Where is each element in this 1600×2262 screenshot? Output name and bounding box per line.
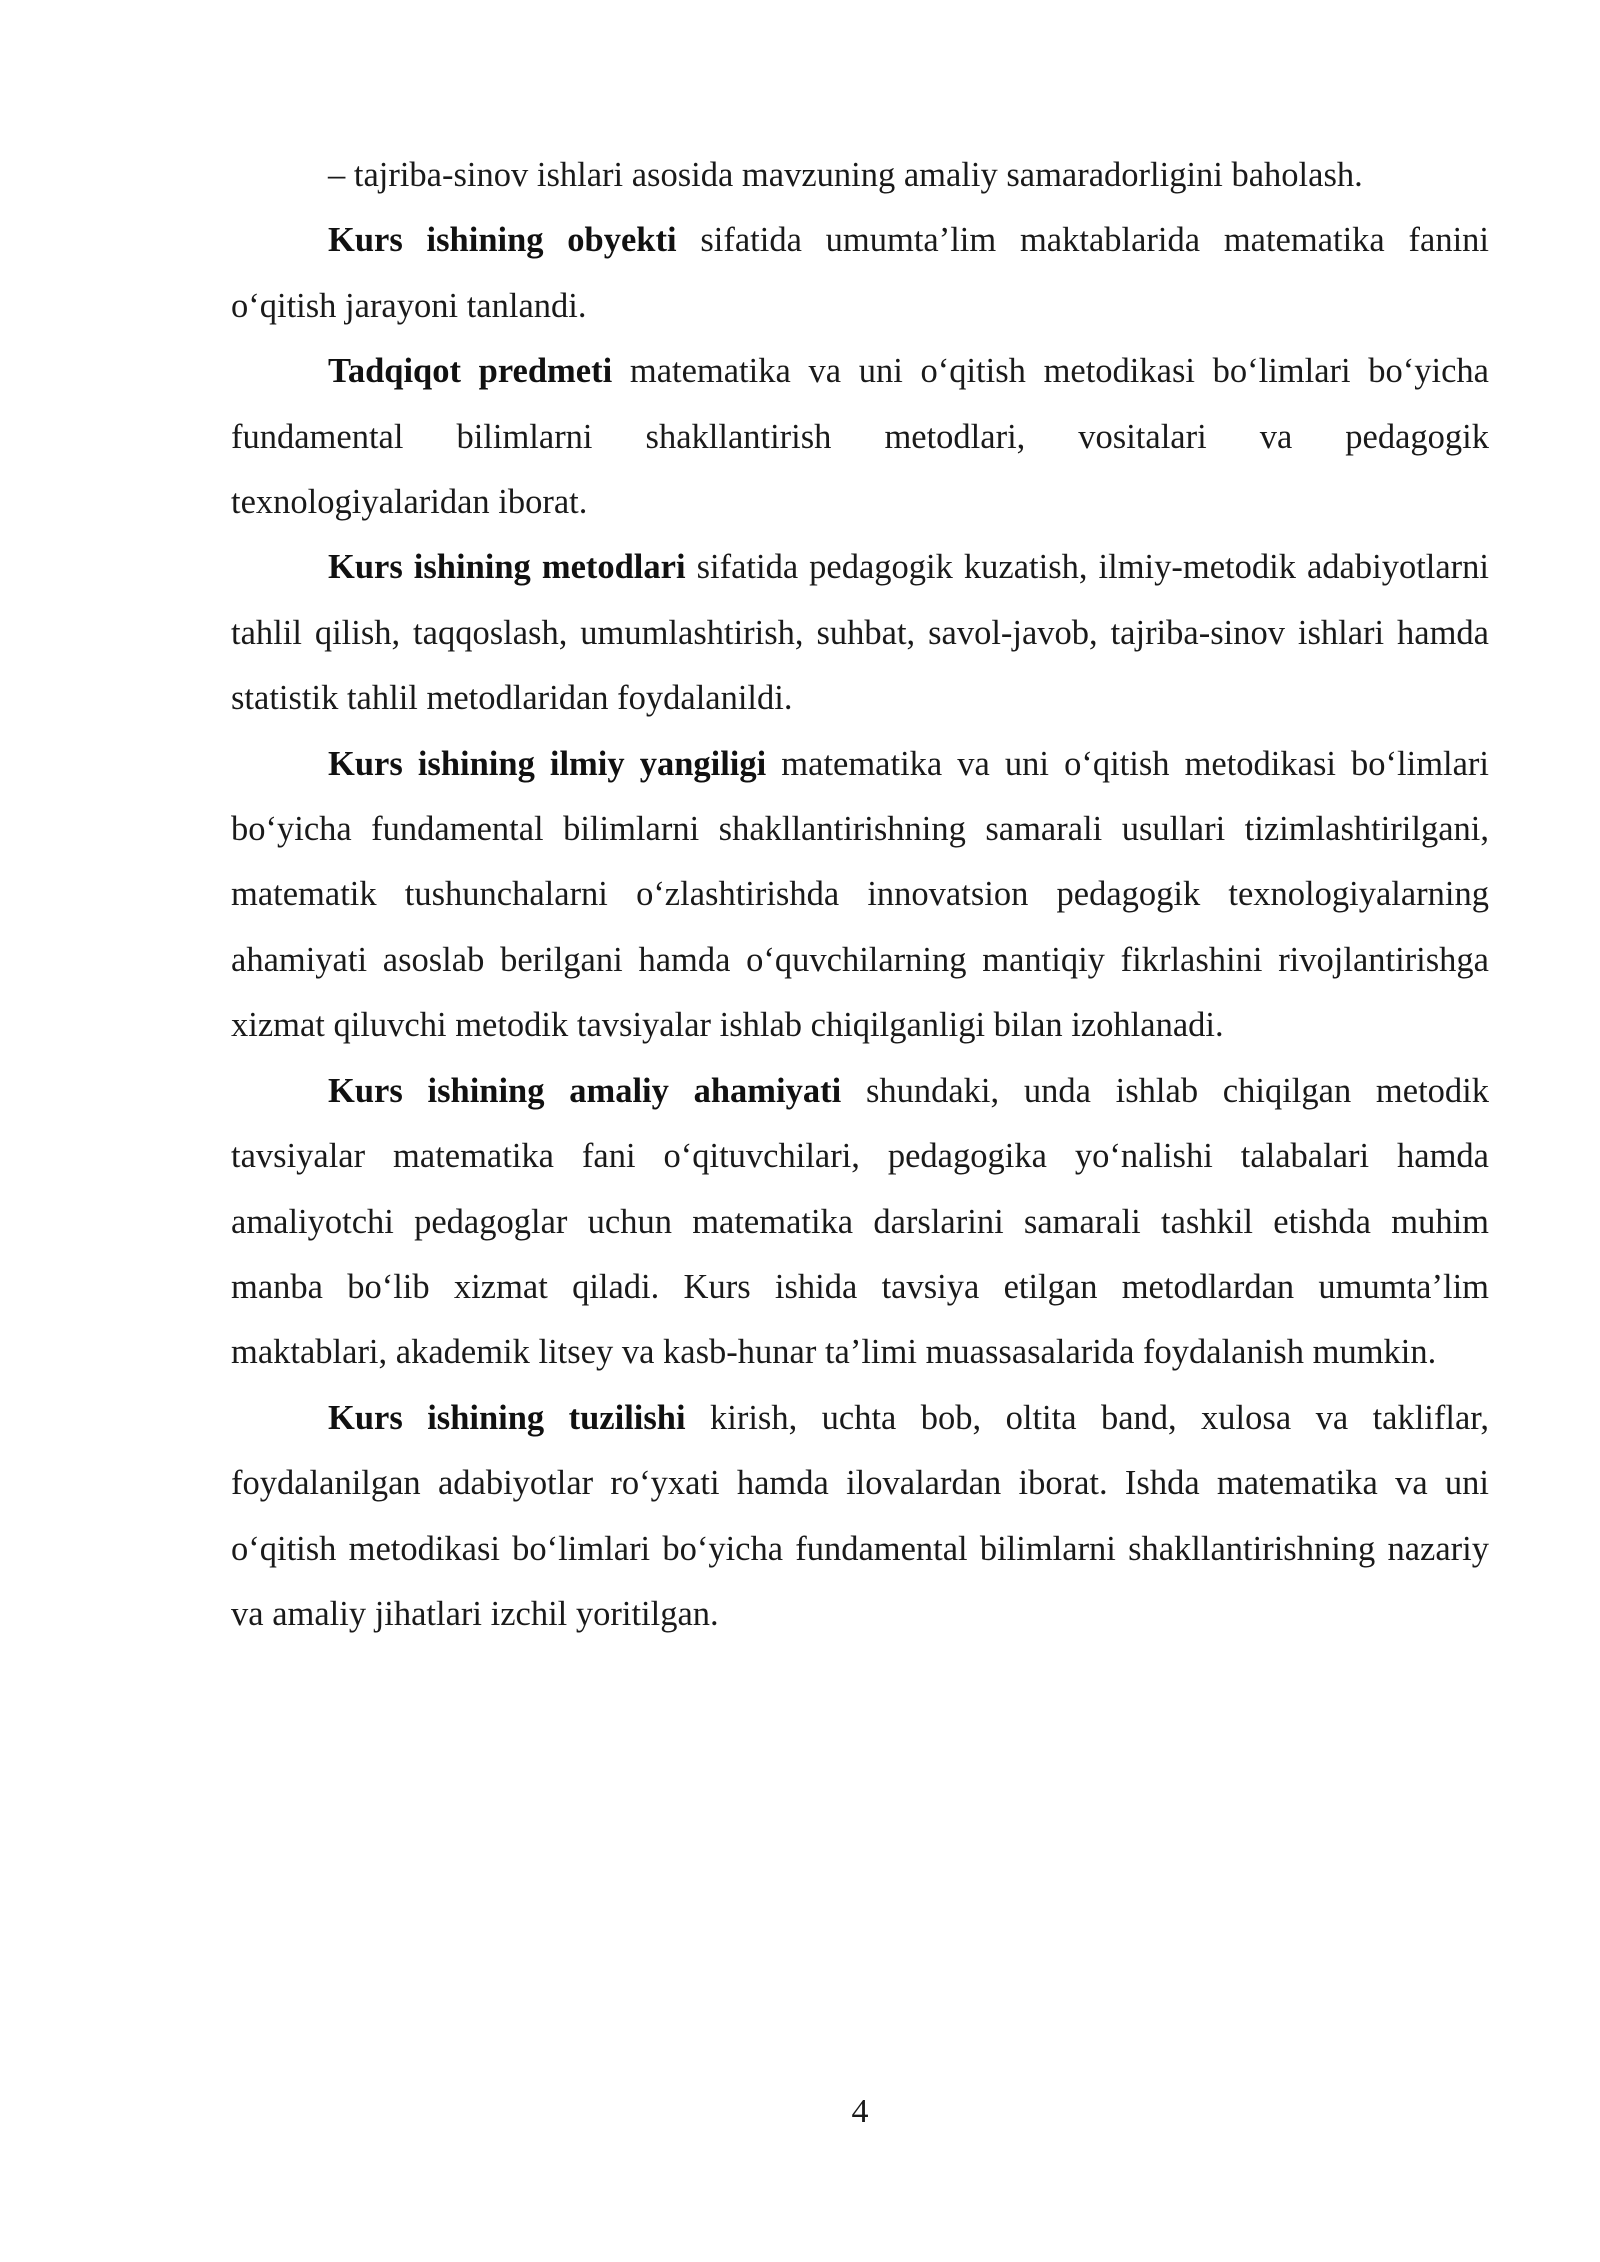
paragraph-text: – tajriba-sinov ishlari asosida mavzuning amaliy samaradorligini baholash.	[328, 156, 1363, 194]
paragraph-tasks-last-item	[231, 143, 1489, 208]
paragraph-novelty	[231, 732, 1489, 1059]
paragraph-practical-significance	[231, 1059, 1489, 1386]
paragraph-lead: Kurs ishining metodlari	[328, 548, 686, 587]
paragraph-subject	[231, 339, 1489, 535]
paragraph-text: matematika va uni o‘qitish metodikasi bo‘limlari bo‘yicha fundamental bilimlarni shakllantirish metodlari, vositalari va pedagogik texnologiyalaridan iborat.	[231, 352, 1489, 522]
paragraph-text: sifatida pedagogik kuzatish, ilmiy-metodik adabiyotlarni tahlil qilish, taqqoslash, umumlashtirish, suhbat, savol-javob, tajriba-sinov ishlari hamda statistik tahlil metodlaridan foydalanildi.	[231, 548, 1489, 718]
paragraph-lead: Kurs ishining amaliy ahamiyati	[328, 1071, 842, 1110]
page-number: 4	[851, 2093, 869, 2130]
paragraph-object	[231, 208, 1489, 339]
paragraph-lead: Kurs ishining obyekti	[328, 221, 677, 260]
paragraph-text: kirish, uchta bob, oltita band, xulosa va takliflar, foydalanilgan adabiyotlar ro‘yxati hamda ilovalardan iborat. Ishda matematika va uni o‘qitish metodikasi bo‘limlari bo‘yicha fundamental bilimlarni shakllantirishning nazariy va amaliy jihatlari izchil yoritilgan.	[231, 1398, 1490, 1633]
paragraph-methods	[231, 535, 1489, 731]
paragraph-text: sifatida umumta’lim maktablarida matematika fanini o‘qitish jarayoni tanlandi.	[231, 221, 1489, 325]
paragraph-lead: Kurs ishining ilmiy yangiligi	[328, 744, 767, 783]
page-body	[231, 143, 1489, 1647]
paragraph-lead: Tadqiqot predmeti	[328, 352, 613, 391]
paragraph-structure	[231, 1386, 1489, 1648]
paragraph-text: shundaki, unda ishlab chiqilgan metodik tavsiyalar matematika fani o‘qituvchilari, pedagogika yo‘nalishi talabalari hamda amaliyotchi pedagoglar uchun matematika darslarini samarali tashkil etishda muhim manba bo‘lib xizmat qiladi. Kurs ishida tavsiya etilgan metodlardan umumta’lim maktablari, akademik litsey va kasb-hunar ta’limi muassasalarida foydalanish mumkin.	[231, 1071, 1489, 1372]
paragraph-text: matematika va uni o‘qitish metodikasi bo‘limlari bo‘yicha fundamental bilimlarni shakllantirishning samarali usullari tizimlashtirilgani, matematik tushunchalarni o‘zlashtirishda innovatsion pedagogik texnologiyalarning ahamiyati asoslab berilgani hamda o‘quvchilarning mantiqiy fikrlashini rivojlantirishga xizmat qiluvchi metodik tavsiyalar ishlab chiqilganligi bilan izohlanadi.	[231, 744, 1489, 1045]
paragraph-lead: Kurs ishining tuzilishi	[328, 1398, 686, 1437]
